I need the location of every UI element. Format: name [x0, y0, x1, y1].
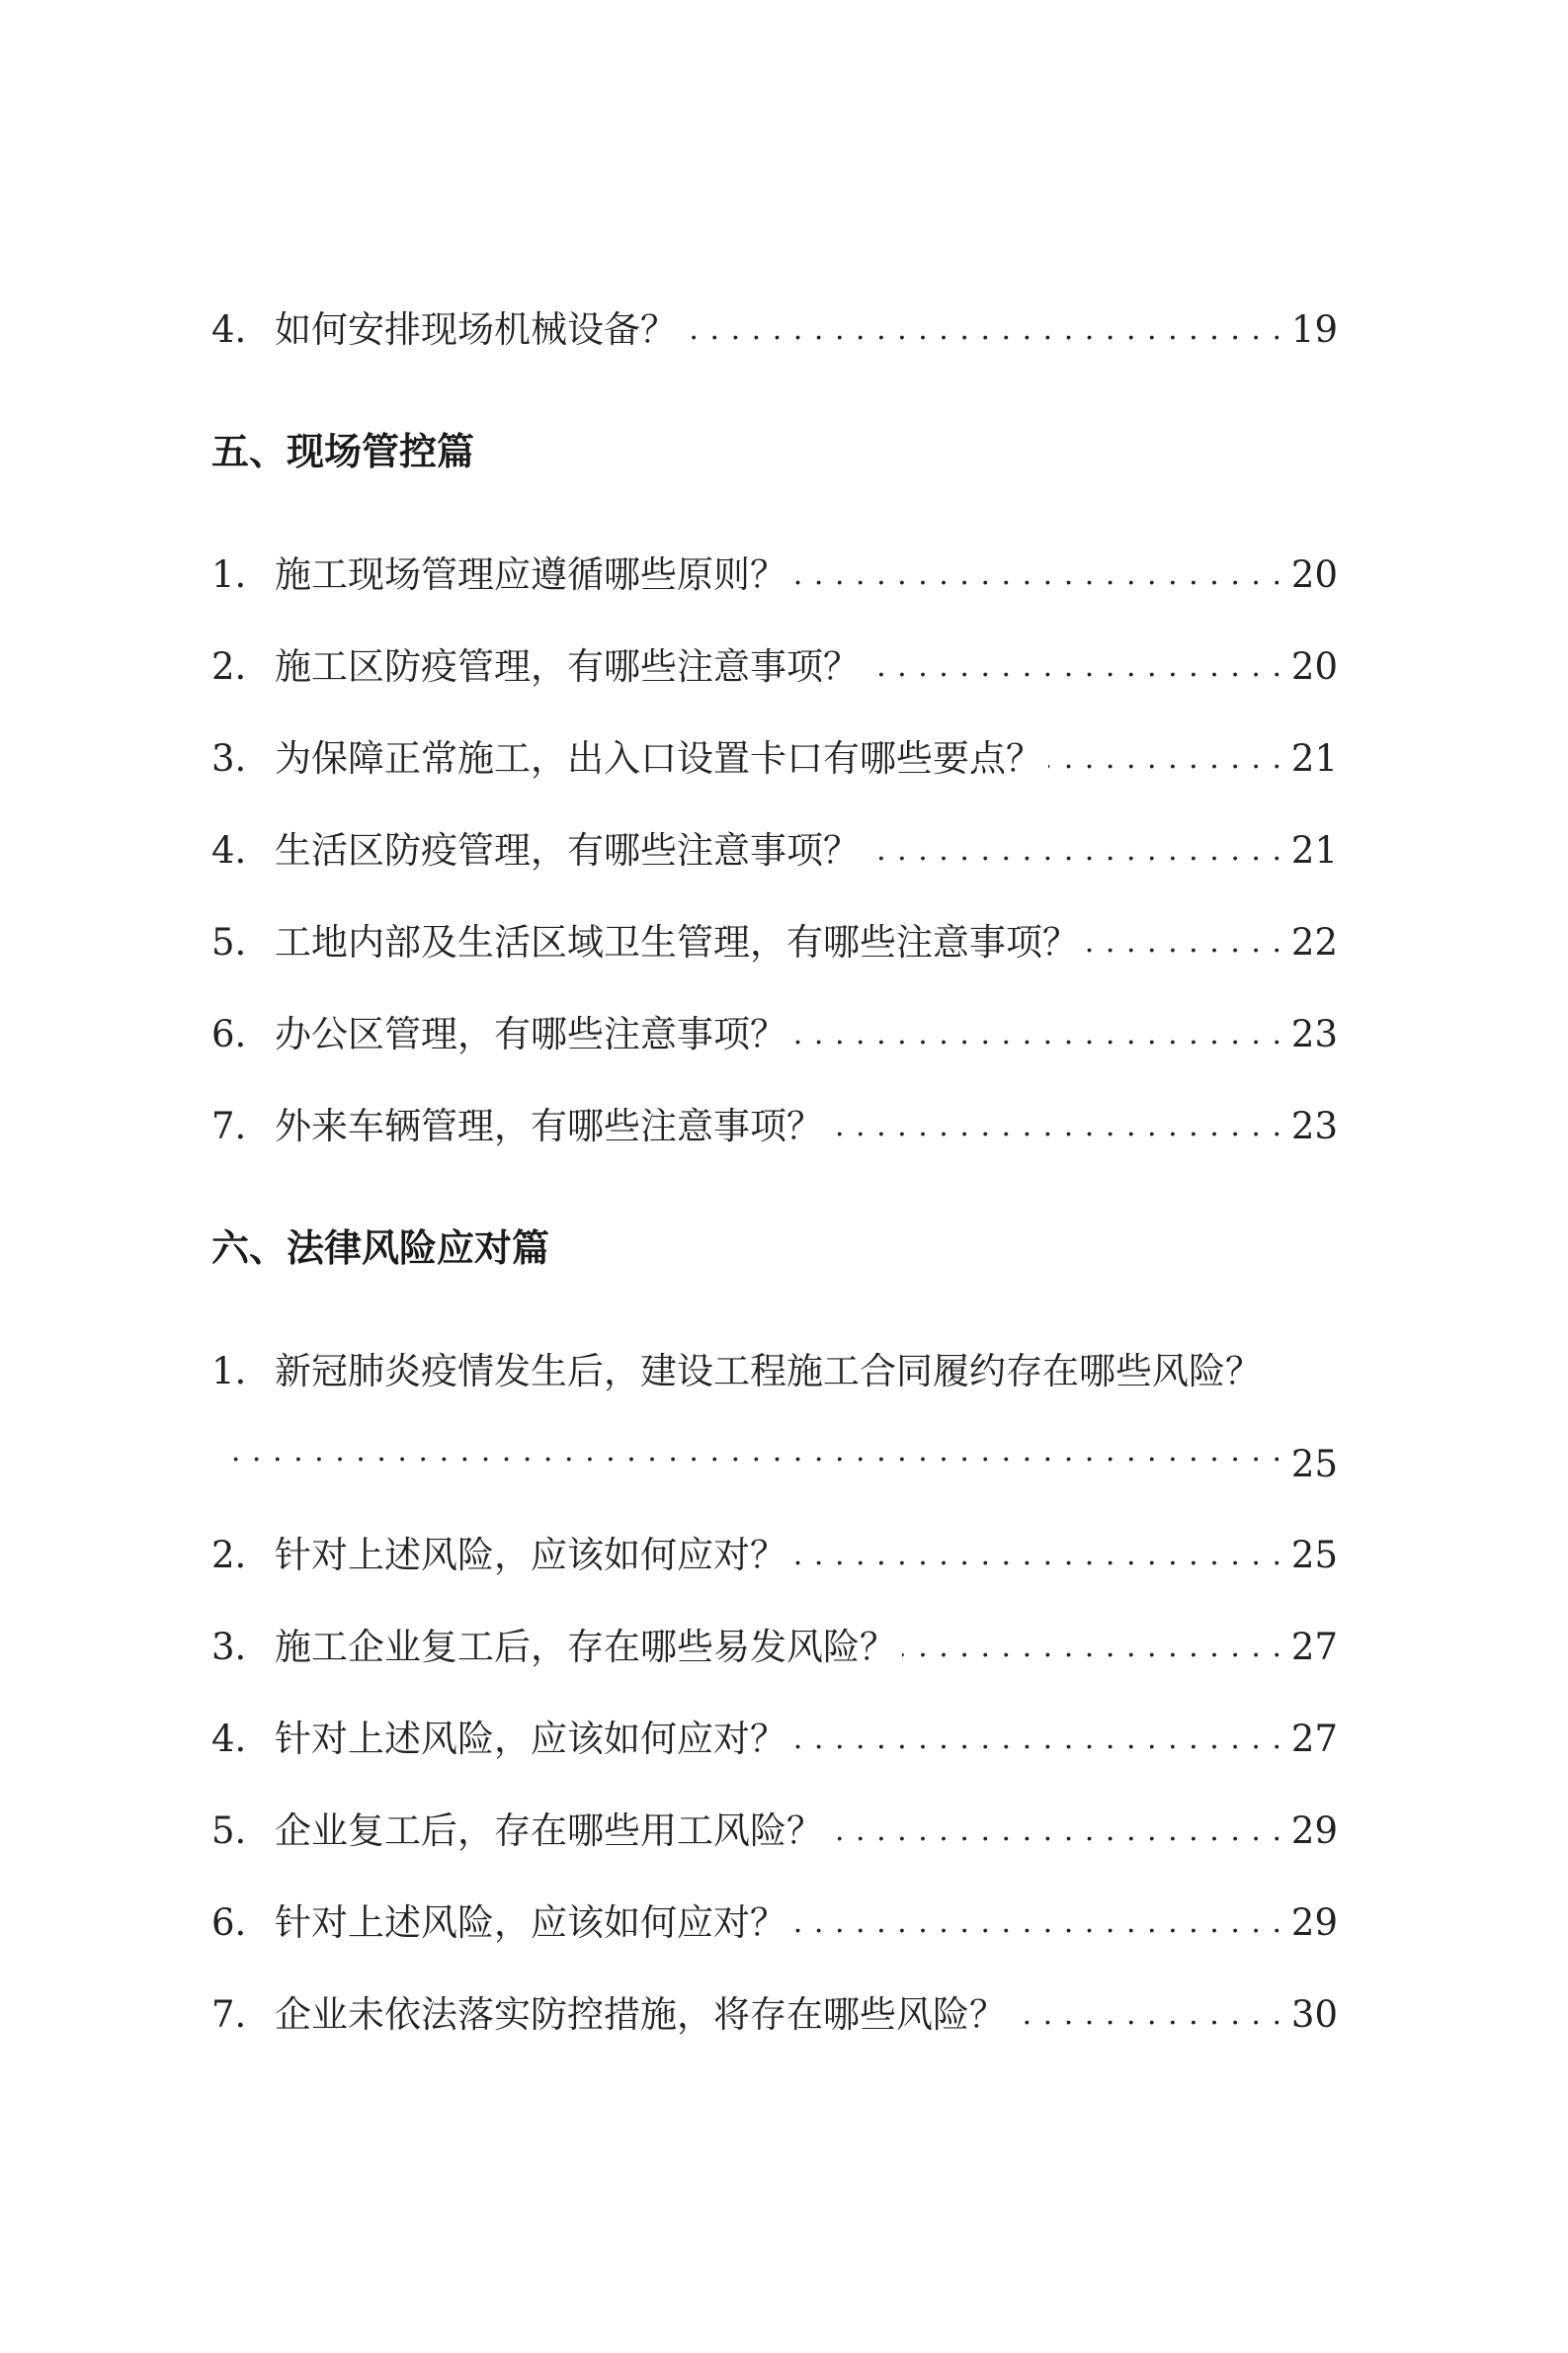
- toc-entry-page: 29: [1290, 1809, 1338, 1852]
- toc-entry[interactable]: [211, 637, 1338, 697]
- toc-entry-title: 针对上述风险，应该如何应对？: [275, 1901, 786, 1944]
- toc-entry[interactable]: [211, 1893, 1338, 1953]
- toc-leader-dots: [1012, 1985, 1282, 2045]
- toc-entry-page: 23: [1290, 1105, 1338, 1147]
- section-heading: 六、法律风险应对篇: [211, 1226, 550, 1270]
- toc-entry[interactable]: [211, 1710, 1338, 1769]
- toc-entry-page: 27: [1290, 1718, 1338, 1760]
- toc-leader-dots: [829, 1802, 1282, 1861]
- toc-leader-dots: [792, 1526, 1282, 1585]
- toc-entry-number: 5.: [211, 921, 247, 964]
- toc-entry-page: 21: [1290, 829, 1338, 872]
- toc-entry-number: 7.: [211, 1993, 247, 2036]
- toc-leader-dots: [902, 1618, 1282, 1677]
- toc-entry-number: 3.: [211, 1626, 247, 1668]
- toc-entry-page: 25: [1290, 1534, 1338, 1576]
- toc-entry-number: 6.: [211, 1901, 247, 1944]
- toc-entry-number: 1.: [211, 553, 247, 596]
- toc-entry[interactable]: [211, 821, 1338, 881]
- toc-entry[interactable]: [211, 729, 1338, 789]
- toc-entry-page: 19: [1290, 308, 1338, 351]
- toc-entry[interactable]: [211, 1985, 1338, 2045]
- toc-entry-page: 21: [1290, 737, 1338, 780]
- toc-leader-dots: [1085, 913, 1282, 972]
- toc-entry-number: 7.: [211, 1105, 247, 1147]
- toc-entry-page: 20: [1290, 553, 1338, 596]
- toc-entry-title: 新冠肺炎疫情发生后，建设工程施工合同履约存在哪些风险？: [275, 1350, 1262, 1392]
- toc-entry-page: 27: [1290, 1626, 1338, 1668]
- toc-entry[interactable]: [211, 1526, 1338, 1585]
- toc-entry-title: 为保障正常施工，出入口设置卡口有哪些要点？: [275, 737, 1042, 780]
- toc-entry-wrapped-title[interactable]: [211, 1342, 1262, 1401]
- toc-entry[interactable]: [211, 1097, 1338, 1156]
- toc-leader-dots: [1048, 729, 1282, 789]
- toc-entry-page: 20: [1290, 645, 1338, 688]
- toc-entry[interactable]: [211, 546, 1338, 605]
- toc-entry-title: 企业复工后，存在哪些用工风险？: [275, 1809, 823, 1852]
- toc-entry-title: 针对上述风险，应该如何应对？: [275, 1718, 786, 1760]
- toc-entry-number: 6.: [211, 1013, 247, 1055]
- toc-entry[interactable]: [211, 1802, 1338, 1861]
- toc-entry-title: 针对上述风险，应该如何应对？: [275, 1534, 786, 1576]
- toc-entry-page: 25: [1290, 1442, 1338, 1485]
- toc-entry[interactable]: [211, 1005, 1338, 1064]
- toc-entry-number: 5.: [211, 1809, 247, 1852]
- toc-entry-number: 4.: [211, 308, 247, 351]
- toc-entry[interactable]: [211, 1618, 1338, 1677]
- toc-leader-dots: [866, 821, 1282, 881]
- toc-entry-number: 1.: [211, 1350, 247, 1392]
- toc-entry-title: 工地内部及生活区域卫生管理，有哪些注意事项？: [275, 921, 1079, 964]
- toc-entry-number: 2.: [211, 1534, 247, 1576]
- toc-entry-page: 30: [1290, 1993, 1338, 2036]
- toc-entry-title: 企业未依法落实防控措施，将存在哪些风险？: [275, 1993, 1006, 2036]
- toc-entry-number: 3.: [211, 737, 247, 780]
- toc-leader-dots: [792, 1005, 1282, 1064]
- toc-leader-dots: [792, 1710, 1282, 1769]
- toc-leader-dots: [683, 300, 1282, 360]
- toc-entry-title: 施工现场管理应遵循哪些原则？: [275, 553, 786, 596]
- toc-entry-title: 办公区管理，有哪些注意事项？: [275, 1013, 786, 1055]
- toc-entry-number: 4.: [211, 1718, 247, 1760]
- toc-entry-title: 施工区防疫管理，有哪些注意事项？: [275, 645, 860, 688]
- section-heading: 五、现场管控篇: [211, 430, 475, 473]
- toc-leader-dots: [221, 1434, 1282, 1493]
- toc-entry-continuation[interactable]: [211, 1434, 1338, 1493]
- toc-entry-title: 如何安排现场机械设备？: [275, 308, 677, 351]
- toc-leader-dots: [792, 1893, 1282, 1953]
- toc-entry[interactable]: [211, 913, 1338, 972]
- toc-leader-dots: [866, 637, 1282, 697]
- toc-entry-title: 生活区防疫管理，有哪些注意事项？: [275, 829, 860, 872]
- toc-entry-number: 4.: [211, 829, 247, 872]
- toc-entry-page: 23: [1290, 1013, 1338, 1055]
- toc-entry-page: 22: [1290, 921, 1338, 964]
- toc-leader-dots: [829, 1097, 1282, 1156]
- toc-leader-dots: [792, 546, 1282, 605]
- toc-entry[interactable]: [211, 300, 1338, 360]
- toc-entry-number: 2.: [211, 645, 247, 688]
- toc-entry-title: 外来车辆管理，有哪些注意事项？: [275, 1105, 823, 1147]
- toc-entry-page: 29: [1290, 1901, 1338, 1944]
- toc-entry-title: 施工企业复工后，存在哪些易发风险？: [275, 1626, 896, 1668]
